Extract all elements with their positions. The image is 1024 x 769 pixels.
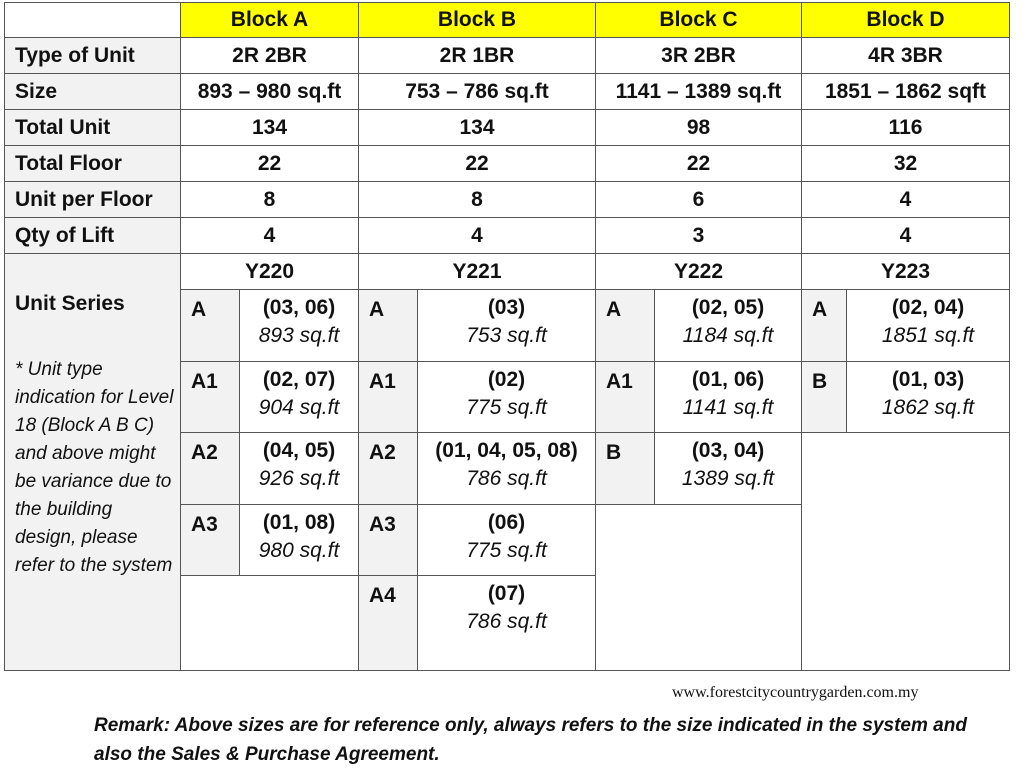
total-unit-block-a: 134 (181, 110, 359, 146)
unit-per-floor-block-b: 8 (359, 182, 596, 218)
unit-series-label-cell (4, 254, 181, 671)
series-code-block-c: Y222 (596, 254, 802, 290)
type-block-c: 3R 2BR (596, 38, 802, 74)
unit-size: 893 sq.ft (258, 324, 340, 347)
empty-cell (181, 576, 359, 671)
unit-size: 1851 sq.ft (881, 324, 975, 347)
unit-size: 1862 sq.ft (881, 396, 975, 419)
unit-detail (655, 362, 802, 433)
header-block-c: Block C (596, 2, 802, 38)
type-block-d: 4R 3BR (802, 38, 1010, 74)
unit-detail (418, 576, 596, 671)
series-code-block-d: Y223 (802, 254, 1010, 290)
unit-letter: A3 (359, 505, 418, 576)
total-floor-block-c: 22 (596, 146, 802, 182)
unit-size: 1389 sq.ft (681, 467, 775, 490)
unit-size: 775 sq.ft (466, 396, 547, 419)
unit-numbers: (06) (487, 511, 526, 534)
unit-size: 786 sq.ft (466, 610, 547, 633)
remark-text: Remark: Above sizes are for reference only, always refers to the size indicated in the system and also the Sales & Purchase Agreement. (94, 715, 967, 765)
unit-numbers: (03) (487, 296, 526, 319)
row-label-type: Type of Unit (4, 38, 181, 74)
type-block-a: 2R 2BR (181, 38, 359, 74)
unit-detail (418, 505, 596, 576)
qty-lift-block-a: 4 (181, 218, 359, 254)
total-unit-block-c: 98 (596, 110, 802, 146)
total-unit-block-b: 134 (359, 110, 596, 146)
unit-numbers: (03, 04) (691, 439, 765, 462)
unit-letter: A (802, 290, 847, 362)
website-url: www.forestcitycountrygarden.com.my (672, 684, 919, 701)
total-unit-block-d: 116 (802, 110, 1010, 146)
unit-letter: A3 (181, 505, 240, 576)
unit-numbers: (01, 08) (262, 511, 336, 534)
unit-detail (418, 290, 596, 362)
qty-lift-block-d: 4 (802, 218, 1010, 254)
row-label-total-unit: Total Unit (4, 110, 181, 146)
unit-numbers: (01, 06) (691, 368, 765, 391)
empty-cell (596, 505, 802, 671)
row-label-qty-lift: Qty of Lift (4, 218, 181, 254)
unit-detail (240, 290, 359, 362)
unit-size: 775 sq.ft (466, 539, 547, 562)
unit-numbers: (04, 05) (262, 439, 336, 462)
unit-series-title: Unit Series (15, 292, 125, 315)
unit-letter: A2 (359, 433, 418, 505)
unit-letter: A (596, 290, 655, 362)
total-floor-block-a: 22 (181, 146, 359, 182)
total-floor-block-b: 22 (359, 146, 596, 182)
unit-size: 926 sq.ft (258, 467, 340, 490)
series-code-block-a: Y220 (181, 254, 359, 290)
row-label-total-floor: Total Floor (4, 146, 181, 182)
series-code-block-b: Y221 (359, 254, 596, 290)
header-block-d: Block D (802, 2, 1010, 38)
unit-per-floor-block-d: 4 (802, 182, 1010, 218)
total-floor-block-d: 32 (802, 146, 1010, 182)
unit-letter: A2 (181, 433, 240, 505)
unit-per-floor-block-a: 8 (181, 182, 359, 218)
unit-numbers: (02) (487, 368, 526, 391)
unit-letter: A1 (359, 362, 418, 433)
unit-detail (240, 433, 359, 505)
unit-letter: A (359, 290, 418, 362)
unit-series-note: * Unit type indication for Level 18 (Block A B C) and above might be variance due to the building design, please refer to the system (15, 359, 174, 576)
unit-detail (418, 362, 596, 433)
unit-numbers: (01, 04, 05, 08) (435, 439, 578, 462)
unit-size: 786 sq.ft (466, 467, 547, 490)
size-block-b: 753 – 786 sq.ft (359, 74, 596, 110)
unit-size: 904 sq.ft (258, 396, 340, 419)
unit-size: 1184 sq.ft (682, 324, 774, 347)
unit-detail (655, 433, 802, 505)
unit-size: 980 sq.ft (258, 539, 340, 562)
unit-letter: A1 (596, 362, 655, 433)
size-block-d: 1851 – 1862 sqft (802, 74, 1010, 110)
unit-detail (847, 362, 1010, 433)
unit-detail (240, 505, 359, 576)
row-label-size: Size (4, 74, 181, 110)
unit-numbers: (07) (487, 582, 526, 605)
unit-per-floor-block-c: 6 (596, 182, 802, 218)
unit-numbers: (01, 03) (891, 368, 965, 391)
unit-detail (847, 290, 1010, 362)
qty-lift-block-c: 3 (596, 218, 802, 254)
unit-size: 753 sq.ft (466, 324, 547, 347)
unit-letter: B (802, 362, 847, 433)
unit-letter: B (596, 433, 655, 505)
header-block-b: Block B (359, 2, 596, 38)
unit-letter: A (181, 290, 240, 362)
empty-cell (802, 433, 1010, 671)
unit-numbers: (02, 04) (891, 296, 965, 319)
unit-spec-table (4, 2, 1010, 673)
unit-numbers: (02, 05) (691, 296, 765, 319)
unit-letter: A1 (181, 362, 240, 433)
size-block-a: 893 – 980 sq.ft (181, 74, 359, 110)
header-block-a: Block A (181, 2, 359, 38)
header-blank-cell (4, 2, 181, 38)
row-label-unit-per-floor: Unit per Floor (4, 182, 181, 218)
type-block-b: 2R 1BR (359, 38, 596, 74)
unit-numbers: (03, 06) (262, 296, 336, 319)
unit-size: 1141 sq.ft (682, 396, 774, 419)
unit-numbers: (02, 07) (262, 368, 336, 391)
unit-detail (240, 362, 359, 433)
unit-detail (418, 433, 596, 505)
size-block-c: 1141 – 1389 sq.ft (596, 74, 802, 110)
unit-detail (655, 290, 802, 362)
qty-lift-block-b: 4 (359, 218, 596, 254)
unit-letter: A4 (359, 576, 418, 671)
